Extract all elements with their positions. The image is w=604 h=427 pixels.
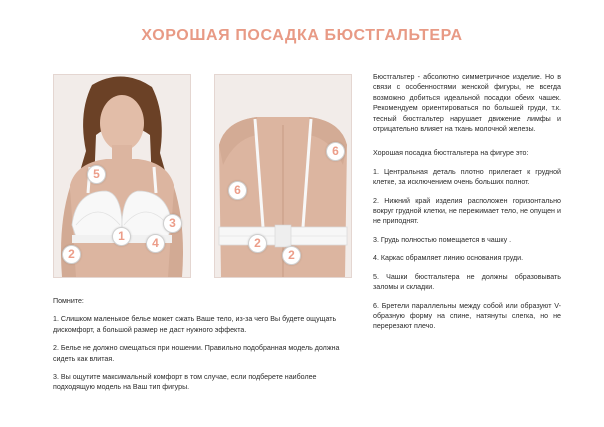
remember-item: 1. Слишком маленькое белье может сжать Ваше тело, из-за чего Вы будете ощущать дискомфорт, а большой размер не даст нужного эффекта. bbox=[53, 315, 337, 334]
back-view-illustration bbox=[215, 75, 351, 277]
remember-item: 3. Вы ощутите максимальный комфорт в том случае, если подберете наиболее подходящую модель на Ваш тип фигуры. bbox=[53, 373, 317, 392]
fit-item: 3. Грудь полностью помещается в чашку . bbox=[373, 235, 512, 244]
marker-1: 1 bbox=[112, 227, 131, 246]
remember-item: 2. Белье не должно смещаться при ношении. Правильно подобранная модель должна сидеть как влитая. bbox=[53, 344, 340, 363]
marker-4: 4 bbox=[146, 234, 165, 253]
marker-2-left: 2 bbox=[248, 234, 267, 253]
fit-item: 5. Чашки бюстгальтера не должны образовывать заломы и складки. bbox=[373, 272, 561, 292]
intro-paragraph: Бюстгальтер - абсолютно симметричное изделие. Но в связи с особенностями женской фигуры, не всегда возможно добиться идеальной посадки обеих чашек. Рекомендуем ориентироваться по большей груди, т.к. тесный бюстгальтер нарушает движение лимфы и отрицательно влияет на ткань молочной железы. bbox=[373, 73, 561, 134]
marker-3: 3 bbox=[163, 214, 182, 233]
fit-item: 1. Центральная деталь плотно прилегает к грудной клетке, за исключением очень больших полнот. bbox=[373, 167, 561, 187]
fit-item: 4. Каркас обрамляет линию основания груди. bbox=[373, 254, 524, 263]
marker-6-right: 6 bbox=[326, 142, 345, 161]
marker-6-left: 6 bbox=[228, 181, 247, 200]
marker-2-right: 2 bbox=[282, 246, 301, 265]
remember-heading: Помните: bbox=[53, 297, 84, 305]
fit-heading: Хорошая посадка бюстгальтера на фигуре это: bbox=[373, 149, 529, 158]
fit-description bbox=[373, 72, 561, 332]
back-view-photo bbox=[214, 74, 352, 278]
remember-section bbox=[53, 296, 351, 393]
marker-2: 2 bbox=[62, 245, 81, 264]
marker-5: 5 bbox=[87, 165, 106, 184]
fit-item: 2. Нижний край изделия расположен горизонтально вокруг грудной клетки, не пережимает тело, не опущен и не приподнят. bbox=[373, 196, 561, 226]
page-title: ХОРОШАЯ ПОСАДКА БЮСТГАЛЬТЕРА bbox=[141, 27, 463, 44]
fit-item: 6. Бретели параллельны между собой или образуют V-образную форму на спине, натянуты слегка, но не перерезают плечо. bbox=[373, 301, 561, 331]
